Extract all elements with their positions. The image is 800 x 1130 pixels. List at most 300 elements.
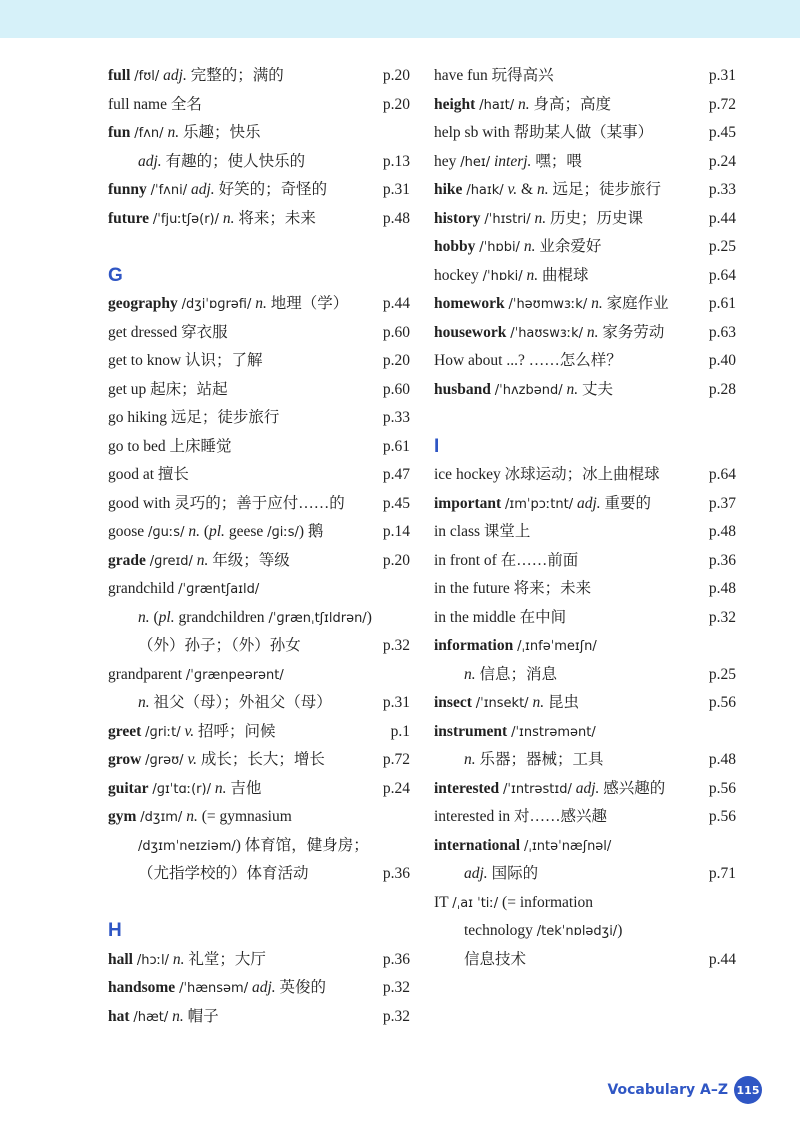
part-of-speech: adj.	[575, 779, 600, 797]
vocab-entry	[434, 604, 736, 633]
entry-text	[108, 119, 260, 149]
page-reference: p.56	[708, 779, 736, 797]
vocab-entry	[434, 91, 736, 120]
phonetic: /fʊl/	[134, 69, 160, 84]
entry-text	[108, 62, 284, 92]
phonetic: /ˈfjuːtʃə(r)/	[152, 211, 220, 227]
entry-fragment: )	[366, 608, 372, 626]
entry-fragment: 远足；徒步旅行	[548, 181, 661, 198]
page-reference: p.14	[382, 523, 410, 540]
entry-text	[108, 376, 228, 405]
headword: interested	[434, 779, 500, 797]
entry-fragment: in class 课堂上	[434, 523, 531, 540]
page-reference: p.61	[708, 295, 736, 312]
vocab-entry	[434, 718, 736, 747]
page-reference: p.24	[708, 152, 736, 170]
page-reference: p.71	[708, 865, 736, 882]
entry-fragment: 重要的	[600, 494, 652, 512]
vocab-entry	[108, 946, 410, 975]
entry-text	[434, 860, 538, 889]
entry-fragment: help sb with 帮助某人做（某事）	[434, 124, 654, 141]
vocab-entry	[108, 319, 410, 348]
part-of-speech: n.	[172, 1007, 184, 1025]
entry-text	[108, 575, 259, 605]
phonetic: /ɡuːs/	[148, 525, 185, 540]
entry-text	[434, 803, 607, 832]
entry-fragment: 好笑的；奇怪的	[214, 181, 328, 198]
entry-text	[434, 176, 661, 206]
entry-fragment: 祖父（母）；外祖父（母）	[149, 694, 332, 711]
phonetic: /ˈɡrænpeərənt/	[185, 667, 284, 683]
vocab-entry	[108, 547, 410, 576]
entry-fragment: go to bed 上床睡觉	[108, 437, 232, 455]
headword: hall	[108, 950, 133, 968]
entry-text	[108, 547, 290, 577]
entry-text	[434, 262, 589, 292]
headword: international	[434, 836, 521, 854]
page-reference: p.20	[382, 352, 410, 369]
entry-text	[434, 233, 601, 263]
vocab-entry	[434, 917, 736, 946]
vocab-entry	[434, 946, 736, 975]
entry-text	[434, 832, 611, 862]
entry-text	[108, 461, 189, 490]
vocab-entry	[434, 632, 736, 661]
page-reference: p.20	[382, 95, 410, 113]
entry-text	[434, 290, 669, 320]
phonetic: /ˈɪnstrəmənt/	[511, 724, 596, 740]
page-reference: p.31	[708, 67, 736, 84]
entry-fragment: hockey	[434, 266, 483, 284]
entry-fragment: 乐趣；快乐	[179, 124, 261, 141]
phonetic: /ˌaɪ ˈtiː/	[452, 895, 499, 911]
entry-fragment: get dressed 穿衣服	[108, 323, 228, 341]
entry-fragment: I	[434, 435, 440, 457]
headword: housework	[434, 323, 507, 341]
entry-fragment: 历史；历史课	[546, 209, 643, 227]
entry-fragment: H	[108, 920, 122, 941]
entry-text	[434, 62, 554, 91]
page-reference: p.44	[382, 295, 410, 312]
part-of-speech: adj.	[191, 181, 215, 198]
entry-text	[434, 547, 578, 576]
phonetic: /dʒɪm/	[140, 810, 183, 825]
part-of-speech: v.	[507, 181, 518, 198]
page-reference: p.63	[708, 323, 736, 341]
entry-text	[108, 205, 316, 235]
page-reference: p.31	[382, 181, 410, 198]
entry-text	[434, 319, 664, 349]
headword: fun	[108, 124, 131, 141]
vocab-entry	[108, 860, 410, 889]
entry-text	[108, 433, 232, 462]
part-of-speech: n.	[591, 295, 603, 312]
entry-fragment: 吉他	[226, 779, 262, 797]
part-of-speech: n.	[186, 808, 198, 825]
phonetic: /ɡiːs/	[267, 525, 299, 540]
vocab-entry	[434, 176, 736, 205]
page-number-badge: 115	[734, 1076, 762, 1104]
entry-text	[434, 119, 653, 148]
phonetic: /tekˈnɒlədʒi/	[536, 924, 618, 939]
vocab-entry	[434, 148, 736, 177]
vocab-entry	[108, 689, 410, 718]
headword: funny	[108, 181, 147, 198]
phonetic: /ɡrəʊ/	[145, 753, 184, 768]
entry-text	[434, 746, 604, 775]
entry-fragment: good at 擅长	[108, 466, 189, 483]
entry-fragment: 家庭作业	[602, 295, 669, 312]
part-of-speech: adj.	[138, 152, 162, 170]
entry-fragment: ) 鹅	[298, 523, 324, 540]
entry-text	[434, 689, 579, 719]
entry-text	[108, 604, 372, 634]
entry-fragment: 地理（学）	[266, 295, 349, 312]
headword: hike	[434, 181, 463, 198]
vocab-entry	[434, 205, 736, 234]
entry-fragment: 英俊的	[275, 979, 327, 996]
vocab-entry	[434, 347, 736, 376]
phonetic: /hæt/	[133, 1009, 169, 1025]
section-letter-heading	[108, 233, 410, 290]
entry-text	[434, 518, 530, 547]
page-reference: p.56	[708, 694, 736, 711]
page-reference: p.20	[382, 551, 410, 569]
vocab-entry	[108, 661, 410, 690]
entry-text	[434, 91, 611, 121]
part-of-speech: pl.	[158, 608, 175, 626]
vocab-entry	[108, 490, 410, 519]
entry-text	[108, 319, 228, 348]
entry-fragment: 将来；未来	[234, 209, 316, 227]
entry-fragment: IT	[434, 893, 453, 911]
entry-text	[434, 575, 591, 604]
entry-text	[434, 376, 613, 406]
part-of-speech: adj.	[464, 865, 488, 882]
section-letter	[434, 433, 439, 462]
entry-fragment: get up 起床；站起	[108, 380, 228, 398]
entry-fragment: 昆虫	[544, 694, 579, 711]
headword: instrument	[434, 722, 508, 740]
vocab-entry	[434, 661, 736, 690]
phonetic: /ɪmˈpɔːtnt/	[505, 496, 574, 512]
page-reference: p.48	[708, 751, 736, 768]
entry-fragment: in front of 在……前面	[434, 551, 579, 569]
vocab-entry	[434, 119, 736, 148]
page-reference: p.48	[708, 580, 736, 597]
entry-text	[434, 205, 643, 235]
entry-fragment: interested in 对……感兴趣	[434, 808, 608, 825]
entry-fragment: go hiking 远足；徒步旅行	[108, 409, 280, 426]
part-of-speech: n.	[566, 380, 579, 398]
vocab-entry	[434, 461, 736, 490]
vocab-entry	[434, 689, 736, 718]
part-of-speech: n.	[534, 209, 547, 227]
part-of-speech: pl.	[209, 523, 225, 540]
entry-text	[108, 148, 305, 177]
entry-fragment: in the middle 在中间	[434, 608, 567, 626]
entry-text	[108, 490, 345, 519]
vocab-entry	[434, 62, 736, 91]
entry-fragment: grandchildren	[174, 608, 269, 626]
entry-text	[434, 661, 557, 690]
vocab-entry	[434, 290, 736, 319]
section-letter	[108, 262, 123, 291]
entry-text	[108, 632, 301, 661]
entry-fragment: technology	[464, 922, 537, 939]
entry-fragment: good with 灵巧的；善于应付……的	[108, 494, 345, 512]
entry-fragment: 礼堂；大厅	[184, 950, 266, 968]
part-of-speech: adj.	[576, 494, 601, 512]
vocab-entry	[108, 746, 410, 775]
entry-text	[108, 860, 309, 889]
headword: homework	[434, 295, 505, 312]
headword: gym	[108, 808, 137, 825]
part-of-speech: n.	[167, 124, 180, 141]
entry-fragment: 曲棍球	[538, 266, 589, 284]
phonetic: /ɡɪˈtɑː(r)/	[152, 781, 211, 797]
page-reference: p.33	[382, 409, 410, 426]
vocab-entry	[108, 718, 410, 747]
vocab-entry	[108, 91, 410, 120]
vocab-entry	[108, 404, 410, 433]
entry-fragment: (= information	[498, 893, 594, 911]
part-of-speech: n.	[532, 694, 545, 711]
page-reference: p.32	[382, 1007, 410, 1025]
vocab-entry	[108, 1003, 410, 1032]
phonetic: /ɡriːt/	[145, 724, 181, 740]
entry-fragment: 招呼；问候	[194, 722, 276, 740]
headword: handsome	[108, 979, 176, 996]
entry-text	[108, 518, 323, 548]
vocab-entry	[434, 803, 736, 832]
part-of-speech: n.	[255, 295, 267, 312]
phonetic: /haɪk/	[466, 183, 504, 198]
vocab-entry	[108, 575, 410, 604]
vocab-entry	[108, 205, 410, 234]
headword: insect	[434, 694, 472, 711]
page-reference: p.36	[382, 950, 410, 968]
page-reference: p.47	[382, 466, 410, 483]
entry-text	[434, 775, 665, 805]
entry-text	[108, 803, 292, 833]
entry-text	[108, 91, 202, 120]
phonetic: /ˈhænsəm/	[179, 981, 249, 996]
section-letter-heading	[108, 889, 410, 946]
vocab-entry	[434, 746, 736, 775]
entry-fragment: 业余爱好	[535, 238, 602, 255]
phonetic: /ɡreɪd/	[149, 553, 193, 569]
entry-fragment: 乐器；器械；工具	[475, 751, 604, 768]
page-reference: p.32	[382, 979, 410, 996]
part-of-speech: n.	[523, 238, 536, 255]
footer-title: Vocabulary A–Z	[607, 1082, 728, 1098]
vocab-entry	[434, 860, 736, 889]
page-reference: p.64	[708, 466, 736, 483]
headword: important	[434, 494, 502, 512]
page-reference: p.48	[708, 523, 736, 540]
entry-fragment: 帽子	[183, 1007, 219, 1025]
phonetic: /ˈfʌni/	[150, 183, 188, 198]
phonetic: /ˌɪnfəˈmeɪʃn/	[517, 639, 597, 654]
vocab-entry	[434, 575, 736, 604]
section-letter	[108, 917, 122, 946]
vocab-entry	[434, 832, 736, 861]
entry-text	[434, 604, 566, 633]
entry-text	[108, 661, 284, 691]
vocab-entry	[108, 775, 410, 804]
phonetic: /heɪ/	[460, 154, 491, 170]
vocab-entry	[108, 974, 410, 1003]
phonetic: /ˈɪntrəstɪd/	[503, 781, 572, 797]
part-of-speech: n.	[138, 608, 150, 626]
page-reference: p.44	[708, 950, 736, 968]
phonetic: /ˈhəʊmwɜːk/	[508, 297, 588, 312]
entry-fragment: geese	[224, 523, 268, 540]
vocab-entry	[434, 233, 736, 262]
phonetic: /ˈhʌzbənd/	[494, 382, 563, 398]
vocab-entry	[434, 518, 736, 547]
part-of-speech: n.	[172, 950, 185, 968]
phonetic: /ˈhɪstri/	[484, 211, 531, 227]
entry-fragment: 成长；长大；增长	[197, 751, 325, 768]
page-reference: p.36	[708, 551, 736, 569]
headword: hat	[108, 1007, 130, 1025]
entry-text	[108, 832, 369, 862]
vocab-entry	[434, 889, 736, 918]
page-reference: p.60	[382, 323, 410, 341]
entry-fragment: How about ...? ……怎么样？	[434, 352, 622, 369]
vocab-entry	[108, 62, 410, 91]
vocab-entry	[108, 347, 410, 376]
entry-fragment: 信息技术	[464, 950, 527, 968]
entry-fragment: 身高；高度	[529, 95, 612, 113]
phonetic: /ˈhɒbi/	[479, 240, 520, 255]
entry-fragment: goose	[108, 523, 149, 540]
entry-text	[108, 946, 266, 976]
page-reference: p.28	[708, 380, 736, 398]
page-reference: p.24	[382, 779, 410, 797]
headword: geography	[108, 295, 178, 312]
vocab-entry	[108, 376, 410, 405]
entry-fragment: 嘿；喂	[531, 152, 582, 170]
headword: full	[108, 67, 131, 84]
page-reference: p.37	[708, 494, 736, 512]
part-of-speech: n.	[188, 523, 200, 540]
entry-fragment: 有趣的；使人快乐的	[161, 152, 306, 170]
phonetic: /ˈhɒki/	[482, 268, 523, 284]
phonetic: /ˈɡrænˌtʃɪldrən/	[268, 610, 367, 626]
part-of-speech: n.	[214, 779, 227, 797]
part-of-speech: n.	[518, 95, 530, 113]
phonetic: /hɔːl/	[136, 952, 169, 968]
vocab-entry	[434, 262, 736, 291]
vocab-entry	[108, 461, 410, 490]
entry-text	[108, 290, 348, 320]
top-color-band	[0, 0, 800, 38]
entry-text	[434, 889, 593, 919]
entry-text	[108, 689, 332, 718]
entry-text	[108, 775, 261, 805]
vocab-entry	[108, 803, 410, 832]
part-of-speech: n.	[222, 209, 235, 227]
page-reference: p.56	[708, 808, 736, 825]
entry-fragment: grandchild	[108, 580, 179, 597]
part-of-speech: n.	[526, 266, 539, 284]
phonetic: /dʒiˈɒɡrəfi/	[181, 297, 252, 312]
entry-text	[108, 347, 263, 376]
entry-fragment: 完整的；满的	[186, 67, 284, 84]
entry-fragment: full name 全名	[108, 95, 202, 113]
page-reference: p.33	[708, 181, 736, 198]
entry-text	[434, 490, 651, 520]
entry-fragment: 信息；消息	[475, 665, 558, 683]
section-letter-heading	[434, 404, 736, 461]
part-of-speech: interj.	[493, 152, 532, 170]
headword: husband	[434, 380, 491, 398]
phonetic: /fʌn/	[134, 126, 164, 141]
phonetic: /dʒɪmˈneɪziəm/	[138, 838, 236, 854]
part-of-speech: n.	[464, 751, 476, 768]
entry-fragment: 国际的	[487, 865, 539, 882]
entry-fragment: (= gymnasium	[197, 808, 292, 825]
entry-fragment: 感兴趣的	[599, 779, 666, 797]
page-reference: p.45	[382, 494, 410, 512]
page-reference: p.44	[708, 209, 736, 227]
entry-text	[108, 746, 325, 776]
page-reference: p.31	[382, 694, 410, 711]
headword: height	[434, 95, 476, 113]
page-footer	[607, 1076, 762, 1104]
entry-text	[434, 632, 597, 662]
vocab-entry	[434, 490, 736, 519]
vocab-entry	[434, 376, 736, 405]
part-of-speech: n.	[464, 665, 476, 683]
vocab-entry	[434, 775, 736, 804]
page-reference: p.72	[708, 95, 736, 113]
page-reference: p.25	[708, 238, 736, 255]
entry-text	[434, 461, 660, 490]
entry-fragment: hey	[434, 152, 461, 170]
page-reference: p.40	[708, 352, 736, 369]
entry-fragment: ) 体育馆，健身房；	[235, 836, 369, 854]
vocab-entry	[108, 518, 410, 547]
entry-fragment: G	[108, 264, 123, 286]
page-reference: p.32	[708, 608, 736, 626]
phonetic: /ˌɪntəˈnæʃnəl/	[524, 838, 612, 854]
vocab-entry	[108, 832, 410, 861]
vocabulary-column-left	[108, 62, 410, 1031]
vocab-entry	[434, 319, 736, 348]
headword: grade	[108, 551, 146, 569]
page-reference: p.60	[382, 380, 410, 398]
entry-fragment: 丈夫	[578, 380, 613, 398]
entry-fragment: )	[617, 922, 623, 939]
entry-text	[434, 917, 622, 947]
headword: grow	[108, 751, 142, 768]
page-reference: p.45	[708, 124, 736, 141]
headword: hobby	[434, 238, 476, 255]
entry-fragment: 年级；等级	[208, 551, 290, 569]
vocab-entry	[108, 290, 410, 319]
headword: greet	[108, 722, 142, 740]
vocabulary-column-right	[434, 62, 736, 974]
entry-text	[108, 1003, 219, 1033]
entry-fragment: (	[199, 523, 209, 540]
entry-text	[108, 974, 326, 1004]
phonetic: /ˈhaʊswɜːk/	[510, 325, 584, 341]
entry-fragment: in the future 将来；未来	[434, 580, 592, 597]
